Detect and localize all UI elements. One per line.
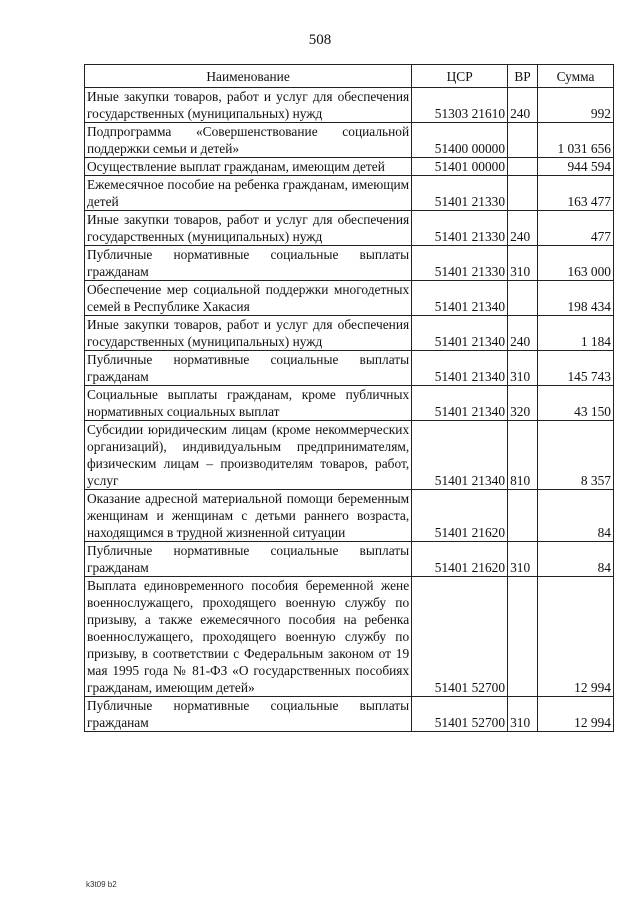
cell-name: Публичные нормативные социальные выплаты гражданам	[85, 246, 412, 281]
cell-name: Социальные выплаты гражданам, кроме публичных нормативных социальных выплат	[85, 386, 412, 421]
table-row	[85, 88, 614, 123]
cell-sum: 145 743	[538, 351, 614, 386]
cell-vr: 310	[508, 246, 538, 281]
table-row	[85, 211, 614, 246]
cell-sum: 1 184	[538, 316, 614, 351]
cell-sum: 12 994	[538, 697, 614, 732]
cell-name: Иные закупки товаров, работ и услуг для обеспечения государственных (муниципальных) нужд	[85, 316, 412, 351]
cell-csr: 51401 21330	[412, 176, 508, 211]
cell-csr: 51303 21610	[412, 88, 508, 123]
cell-csr: 51401 21340	[412, 316, 508, 351]
cell-name: Оказание адресной материальной помощи беременным женщинам и женщинам с детьми раннего возраста, находящимся в трудной жизненной ситуации	[85, 490, 412, 542]
cell-vr: 240	[508, 211, 538, 246]
cell-vr: 320	[508, 386, 538, 421]
cell-csr: 51401 00000	[412, 158, 508, 176]
cell-csr: 51401 21340	[412, 386, 508, 421]
cell-vr: 240	[508, 316, 538, 351]
cell-vr: 240	[508, 88, 538, 123]
cell-name: Выплата единовременного пособия беременной жене военнослужащего, проходящего военную службу по призыву, а также ежемесячного пособия на ребенка военнослужащего, проходящего военную службу по призыву, в соответствии с Федеральным законом от 19 мая 1995 года № 81-ФЗ «О государственных пособиях гражданам, имеющим детей»	[85, 577, 412, 697]
cell-name: Публичные нормативные социальные выплаты гражданам	[85, 351, 412, 386]
table-body	[85, 88, 614, 732]
header-csr: ЦСР	[412, 65, 508, 88]
cell-csr: 51401 21340	[412, 351, 508, 386]
cell-vr	[508, 577, 538, 697]
cell-vr: 310	[508, 542, 538, 577]
cell-vr	[508, 490, 538, 542]
cell-vr	[508, 123, 538, 158]
cell-sum: 84	[538, 542, 614, 577]
table-row	[85, 386, 614, 421]
cell-name: Подпрограмма «Совершенствование социальной поддержки семьи и детей»	[85, 123, 412, 158]
table-row	[85, 316, 614, 351]
cell-csr: 51401 52700	[412, 577, 508, 697]
cell-csr: 51400 00000	[412, 123, 508, 158]
table-header-row	[85, 65, 614, 88]
cell-sum: 198 434	[538, 281, 614, 316]
cell-csr: 51401 52700	[412, 697, 508, 732]
table-row	[85, 421, 614, 490]
cell-sum: 163 000	[538, 246, 614, 281]
cell-sum: 8 357	[538, 421, 614, 490]
budget-table	[84, 64, 614, 732]
cell-csr: 51401 21340	[412, 421, 508, 490]
cell-name: Иные закупки товаров, работ и услуг для обеспечения государственных (муниципальных) нужд	[85, 88, 412, 123]
cell-csr: 51401 21340	[412, 281, 508, 316]
cell-csr: 51401 21330	[412, 211, 508, 246]
cell-name: Обеспечение мер социальной поддержки многодетных семей в Республике Хакасия	[85, 281, 412, 316]
cell-vr	[508, 176, 538, 211]
cell-csr: 51401 21620	[412, 490, 508, 542]
cell-name: Публичные нормативные социальные выплаты гражданам	[85, 542, 412, 577]
cell-vr: 310	[508, 697, 538, 732]
cell-csr: 51401 21330	[412, 246, 508, 281]
table-row	[85, 351, 614, 386]
cell-sum: 43 150	[538, 386, 614, 421]
table-row	[85, 281, 614, 316]
header-sum: Сумма	[538, 65, 614, 88]
table-row	[85, 542, 614, 577]
table-row	[85, 490, 614, 542]
header-name: Наименование	[85, 65, 412, 88]
cell-sum: 84	[538, 490, 614, 542]
cell-name: Ежемесячное пособие на ребенка гражданам, имеющим детей	[85, 176, 412, 211]
header-vr: ВР	[508, 65, 538, 88]
cell-csr: 51401 21620	[412, 542, 508, 577]
cell-name: Публичные нормативные социальные выплаты гражданам	[85, 697, 412, 732]
cell-vr: 810	[508, 421, 538, 490]
cell-name: Субсидии юридическим лицам (кроме некоммерческих организаций), индивидуальным предпринимателям, физическим лицам – производителям товаров, работ, услуг	[85, 421, 412, 490]
table-row	[85, 158, 614, 176]
cell-sum: 163 477	[538, 176, 614, 211]
table-row	[85, 697, 614, 732]
cell-vr	[508, 281, 538, 316]
table-row	[85, 577, 614, 697]
cell-sum: 944 594	[538, 158, 614, 176]
cell-sum: 1 031 656	[538, 123, 614, 158]
cell-name: Иные закупки товаров, работ и услуг для обеспечения государственных (муниципальных) нужд	[85, 211, 412, 246]
cell-sum: 477	[538, 211, 614, 246]
cell-name: Осуществление выплат гражданам, имеющим детей	[85, 158, 412, 176]
cell-vr	[508, 158, 538, 176]
cell-vr: 310	[508, 351, 538, 386]
table-row	[85, 176, 614, 211]
cell-sum: 992	[538, 88, 614, 123]
table-row	[85, 123, 614, 158]
page-number: 508	[308, 32, 332, 48]
table-row	[85, 246, 614, 281]
footer-code: k3t09 b2	[86, 880, 117, 889]
cell-sum: 12 994	[538, 577, 614, 697]
